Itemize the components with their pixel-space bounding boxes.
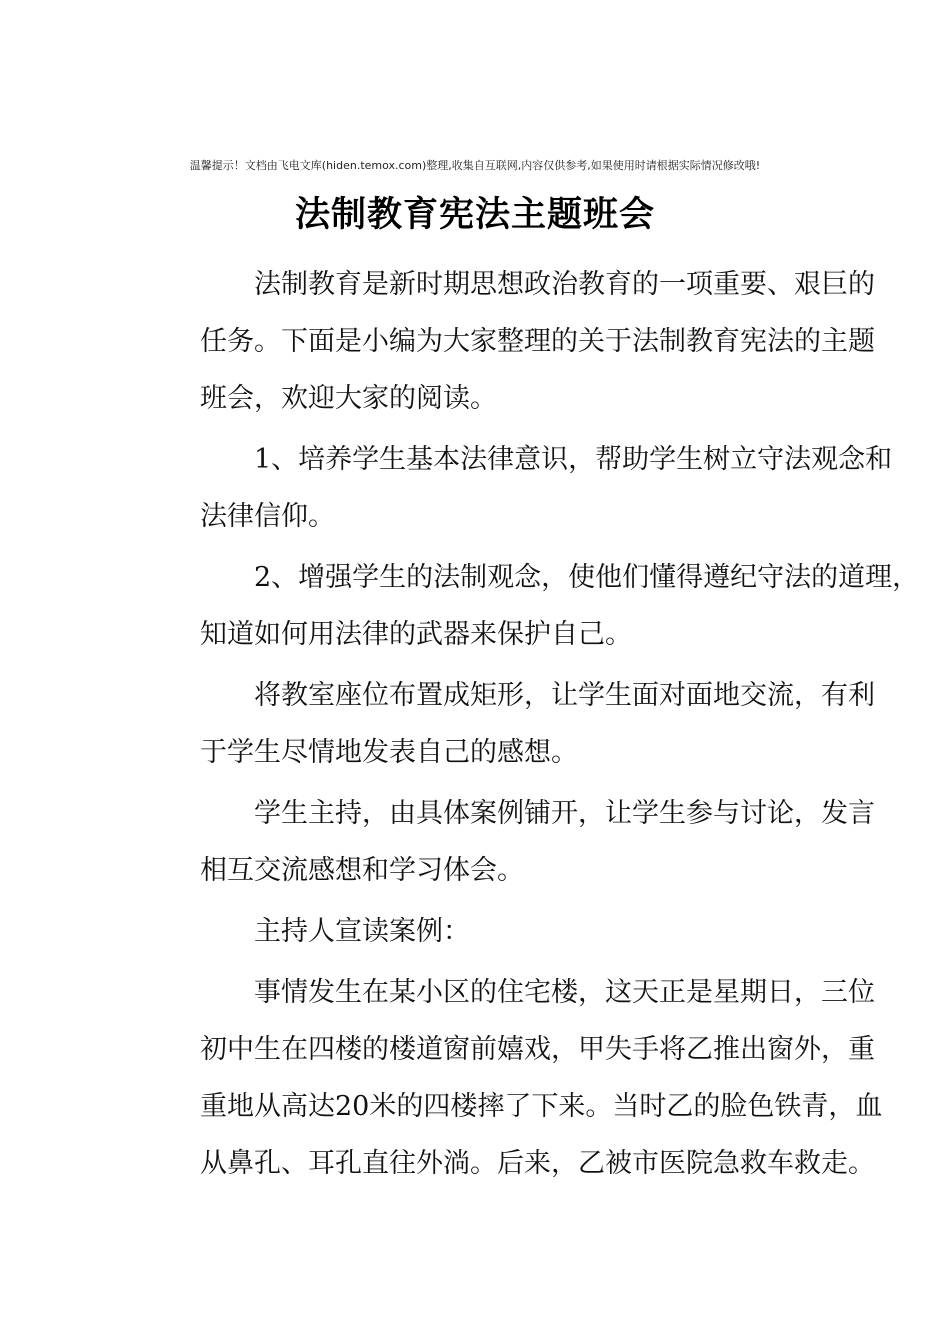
paragraph-line: 主持人宣读案例： (254, 916, 470, 947)
paragraph-line: 知道如何用法律的武器来保护自己。 (200, 619, 632, 650)
paragraph-goal-2 (146, 549, 920, 663)
paragraph-line: 事情发生在某小区的住宅楼，这天正是星期日，三位 (254, 977, 875, 1008)
paragraph-classroom-setup (146, 667, 875, 781)
paragraph-line: 任务。下面是小编为大家整理的关于法制教育宪法的主题 (200, 326, 875, 357)
paragraph-line: 1、培养学生基本法律意识，帮助学生树立守法观念和 (254, 444, 893, 475)
paragraph-line: 2、增强学生的法制观念，使他们懂得遵纪守法的道理， (254, 562, 920, 593)
document-body (146, 256, 920, 1196)
paragraph-line: 法律信仰。 (200, 501, 335, 532)
paragraph-line: 将教室座位布置成矩形，让学生面对面地交流，有利 (254, 680, 875, 711)
paragraph-line: 相互交流感想和学习体会。 (200, 855, 524, 886)
paragraph-intro (146, 256, 875, 427)
paragraph-line: 初中生在四楼的楼道窗前嬉戏，甲失手将乙推出窗外，重 (200, 1034, 875, 1065)
paragraph-line: 于学生尽情地发表自己的感想。 (200, 737, 578, 768)
paragraph-case-intro (146, 903, 826, 960)
paragraph-line: 班会，欢迎大家的阅读。 (200, 383, 497, 414)
paragraph-line: 重地从高达20米的四楼摔了下来。当时乙的脸色铁青，血 (200, 1091, 883, 1122)
paragraph-line: 法制教育是新时期思想政治教育的一项重要、艰巨的 (254, 269, 875, 300)
download-notice: 温馨提示！文档由飞电文库(hiden.temox.com)整理,收集自互联网,内容仅供参考,如果使用时请根据实际情况修改哦! (189, 159, 761, 172)
paragraph-hosting (146, 785, 875, 899)
paragraph-case-story (146, 964, 883, 1192)
document-title: 法制教育宪法主题班会 (294, 194, 655, 235)
paragraph-line: 学生主持，由具体案例铺开，让学生参与讨论，发言 (254, 798, 875, 829)
paragraph-goal-1 (146, 431, 893, 545)
paragraph-line: 从鼻孔、耳孔直往外淌。后来，乙被市医院急救车救走。 (200, 1148, 875, 1179)
